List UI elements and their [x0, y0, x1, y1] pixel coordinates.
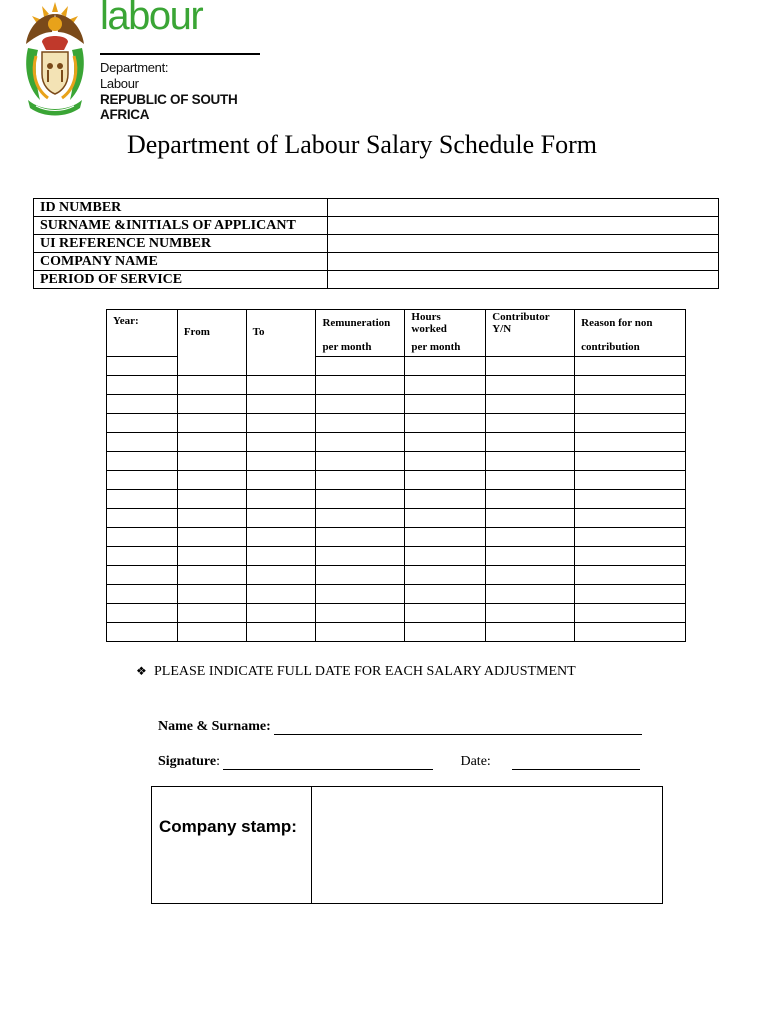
salary-cell[interactable]	[405, 433, 486, 452]
table-row	[107, 585, 686, 604]
salary-cell[interactable]	[486, 566, 575, 585]
salary-cell[interactable]	[316, 452, 405, 471]
salary-cell[interactable]	[405, 376, 486, 395]
salary-cell[interactable]	[486, 623, 575, 642]
form-title: Department of Labour Salary Schedule Form	[126, 130, 598, 159]
salary-cell[interactable]	[405, 623, 486, 642]
salary-cell[interactable]	[486, 471, 575, 490]
col-header-contributor: Contributor Y/N	[486, 310, 575, 357]
salary-cell[interactable]	[405, 547, 486, 566]
salary-cell[interactable]	[575, 471, 686, 490]
table-row	[34, 253, 719, 271]
table-row	[34, 271, 719, 289]
company-stamp-label: Company stamp:	[159, 817, 297, 836]
salary-cell[interactable]	[405, 490, 486, 509]
department-name: Labour	[100, 76, 139, 91]
salary-cell[interactable]	[486, 528, 575, 547]
brand-wordmark: labour	[100, 0, 203, 38]
id-number-field[interactable]	[328, 199, 719, 217]
salary-cell[interactable]	[107, 547, 178, 566]
salary-cell[interactable]	[405, 604, 486, 623]
table-row	[107, 395, 686, 414]
applicant-name-label: SURNAME &INITIALS OF APPLICANT	[34, 217, 328, 235]
salary-cell[interactable]	[486, 547, 575, 566]
salary-cell[interactable]	[246, 471, 316, 490]
ui-reference-field[interactable]	[328, 235, 719, 253]
diamond-bullet-icon: ❖	[136, 664, 147, 678]
table-row	[34, 217, 719, 235]
salary-cell[interactable]	[316, 414, 405, 433]
salary-cell[interactable]	[575, 528, 686, 547]
salary-cell[interactable]	[575, 452, 686, 471]
salary-cell[interactable]	[177, 376, 246, 395]
salary-cell[interactable]	[107, 490, 178, 509]
salary-cell[interactable]	[107, 509, 178, 528]
col-header-hours: Hours worked per month	[405, 310, 486, 357]
salary-cell[interactable]	[486, 395, 575, 414]
table-row	[107, 490, 686, 509]
salary-cell[interactable]	[405, 452, 486, 471]
department-label: Department:	[100, 60, 169, 75]
name-surname-label: Name & Surname:	[158, 719, 271, 734]
salary-cell[interactable]	[177, 414, 246, 433]
salary-cell[interactable]	[316, 528, 405, 547]
salary-cell[interactable]	[316, 547, 405, 566]
salary-cell[interactable]	[486, 452, 575, 471]
salary-cell[interactable]	[246, 395, 316, 414]
salary-cell[interactable]	[575, 433, 686, 452]
table-row	[107, 414, 686, 433]
signature-row: Signature: Date:	[158, 754, 640, 770]
table-header-row	[107, 310, 686, 357]
salary-cell[interactable]	[177, 433, 246, 452]
salary-cell[interactable]	[486, 490, 575, 509]
id-number-label: ID NUMBER	[34, 199, 328, 217]
table-row	[34, 199, 719, 217]
company-name-field[interactable]	[328, 253, 719, 271]
salary-cell[interactable]	[107, 585, 178, 604]
salary-cell[interactable]	[107, 623, 178, 642]
salary-cell[interactable]	[405, 528, 486, 547]
signature-line[interactable]	[223, 754, 433, 770]
salary-cell[interactable]	[316, 585, 405, 604]
salary-cell[interactable]	[575, 376, 686, 395]
year-cell[interactable]	[107, 357, 178, 376]
salary-cell[interactable]	[575, 395, 686, 414]
salary-cell[interactable]	[316, 376, 405, 395]
salary-cell[interactable]	[405, 471, 486, 490]
table-row	[107, 509, 686, 528]
salary-adjustment-note	[136, 664, 576, 680]
contributor-cell[interactable]	[486, 357, 575, 376]
salary-cell[interactable]	[107, 376, 178, 395]
salary-cell[interactable]	[486, 414, 575, 433]
salary-cell[interactable]	[107, 433, 178, 452]
salary-cell[interactable]	[405, 414, 486, 433]
salary-cell[interactable]	[405, 585, 486, 604]
name-surname-row	[158, 719, 642, 735]
salary-cell[interactable]	[405, 566, 486, 585]
salary-cell[interactable]	[177, 471, 246, 490]
stamp-divider	[311, 787, 312, 903]
salary-cell[interactable]	[486, 509, 575, 528]
applicant-info-table	[33, 198, 719, 289]
salary-cell[interactable]	[246, 547, 316, 566]
table-row	[107, 547, 686, 566]
note-text: PLEASE INDICATE FULL DATE FOR EACH SALARY ADJUSTMENT	[154, 664, 576, 679]
salary-cell[interactable]	[316, 433, 405, 452]
salary-cell[interactable]	[316, 604, 405, 623]
salary-cell[interactable]	[316, 509, 405, 528]
salary-cell[interactable]	[486, 376, 575, 395]
col-header-to: To	[246, 310, 316, 376]
col-header-remuneration: Remuneration per month	[316, 310, 405, 357]
salary-cell[interactable]	[486, 585, 575, 604]
salary-cell[interactable]	[486, 433, 575, 452]
coat-of-arms-icon	[22, 0, 88, 118]
salary-cell[interactable]	[107, 395, 178, 414]
salary-cell[interactable]	[575, 490, 686, 509]
salary-rows	[107, 376, 686, 642]
period-of-service-label: PERIOD OF SERVICE	[34, 271, 328, 289]
table-row	[34, 235, 719, 253]
salary-cell[interactable]	[246, 414, 316, 433]
salary-cell[interactable]	[575, 566, 686, 585]
salary-cell[interactable]	[246, 604, 316, 623]
salary-cell[interactable]	[177, 623, 246, 642]
salary-cell[interactable]	[405, 509, 486, 528]
salary-cell[interactable]	[177, 528, 246, 547]
signature-label: Signature	[158, 754, 217, 769]
table-row	[107, 528, 686, 547]
salary-cell[interactable]	[177, 509, 246, 528]
salary-cell[interactable]	[177, 452, 246, 471]
salary-cell[interactable]	[316, 566, 405, 585]
salary-cell[interactable]	[177, 604, 246, 623]
salary-cell[interactable]	[107, 452, 178, 471]
salary-cell[interactable]	[575, 547, 686, 566]
country-name: REPUBLIC OF SOUTH AFRICA	[100, 92, 238, 122]
period-of-service-field[interactable]	[328, 271, 719, 289]
salary-cell[interactable]	[316, 490, 405, 509]
salary-cell[interactable]	[177, 490, 246, 509]
table-row	[107, 433, 686, 452]
salary-cell[interactable]	[107, 566, 178, 585]
salary-cell[interactable]	[575, 604, 686, 623]
salary-cell[interactable]	[486, 604, 575, 623]
salary-cell[interactable]	[316, 471, 405, 490]
salary-cell[interactable]	[177, 585, 246, 604]
date-label: Date:	[460, 754, 491, 769]
salary-cell[interactable]	[316, 395, 405, 414]
salary-cell[interactable]	[177, 566, 246, 585]
ui-reference-label: UI REFERENCE NUMBER	[34, 235, 328, 253]
salary-cell[interactable]	[246, 433, 316, 452]
table-row	[107, 376, 686, 395]
salary-cell[interactable]	[316, 623, 405, 642]
department-logo	[22, 0, 262, 122]
company-name-label: COMPANY NAME	[34, 253, 328, 271]
salary-cell[interactable]	[246, 490, 316, 509]
table-row	[107, 604, 686, 623]
salary-cell[interactable]	[246, 585, 316, 604]
salary-cell[interactable]	[107, 414, 178, 433]
table-row	[107, 623, 686, 642]
salary-cell[interactable]	[246, 528, 316, 547]
col-header-reason: Reason for non contribution	[575, 310, 686, 357]
salary-cell[interactable]	[107, 604, 178, 623]
table-row	[107, 452, 686, 471]
hours-cell[interactable]	[405, 357, 486, 376]
table-row	[107, 566, 686, 585]
salary-cell[interactable]	[107, 528, 178, 547]
remuneration-cell[interactable]	[316, 357, 405, 376]
salary-cell[interactable]	[575, 585, 686, 604]
salary-cell[interactable]	[177, 547, 246, 566]
salary-cell[interactable]	[107, 471, 178, 490]
applicant-name-field[interactable]	[328, 217, 719, 235]
salary-cell[interactable]	[246, 376, 316, 395]
salary-cell[interactable]	[177, 395, 246, 414]
salary-cell[interactable]	[575, 623, 686, 642]
table-row	[107, 471, 686, 490]
col-header-from: From	[177, 310, 246, 376]
date-line[interactable]	[512, 754, 640, 770]
salary-cell[interactable]	[246, 566, 316, 585]
salary-cell[interactable]	[575, 509, 686, 528]
brand-divider	[100, 53, 260, 55]
salary-cell[interactable]	[405, 395, 486, 414]
col-header-year: Year:	[107, 310, 178, 357]
salary-schedule-table	[106, 309, 686, 642]
name-surname-line[interactable]	[274, 719, 642, 735]
salary-cell[interactable]	[246, 623, 316, 642]
reason-cell[interactable]	[575, 357, 686, 376]
salary-cell[interactable]	[246, 452, 316, 471]
salary-cell[interactable]	[246, 509, 316, 528]
company-stamp-box	[151, 786, 663, 904]
salary-cell[interactable]	[575, 414, 686, 433]
